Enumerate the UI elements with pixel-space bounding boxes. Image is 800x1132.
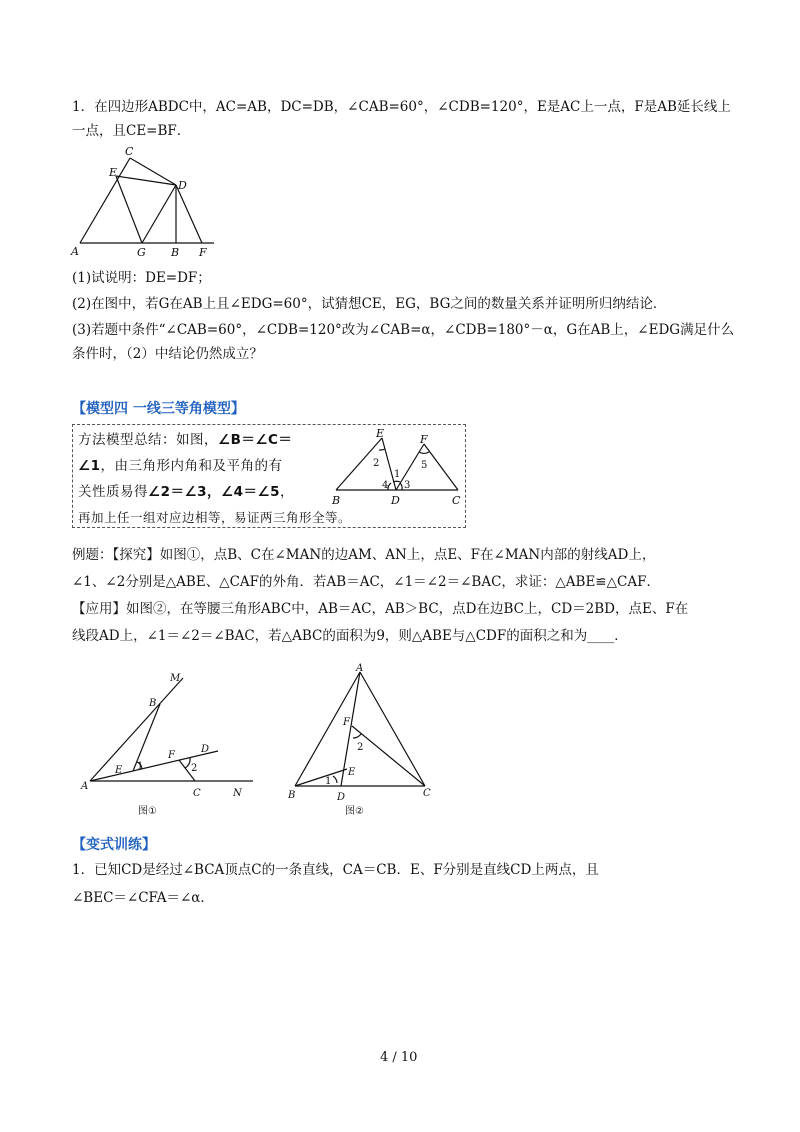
line-ac — [80, 158, 130, 243]
figure2-caption: 图② — [345, 806, 364, 817]
ray-ad — [90, 751, 218, 781]
angle-1: 1 — [394, 469, 401, 480]
arc-5 — [419, 452, 429, 453]
summary-line3 — [78, 479, 294, 505]
arc-4 — [388, 483, 391, 490]
side-ac — [360, 672, 425, 786]
arc-2 — [379, 449, 385, 450]
label-a: A — [356, 663, 364, 674]
problem1-q1: (1)试说明：DE=DF； — [72, 270, 211, 286]
line-dg — [142, 185, 176, 243]
label-b: B — [149, 698, 157, 709]
label-b: B — [288, 790, 296, 801]
label-f: F — [199, 246, 207, 259]
label-c: C — [423, 788, 431, 799]
summary-line3-prefix: 关性质易得 — [78, 484, 148, 500]
arc-1 — [333, 776, 337, 783]
angle-5: 5 — [421, 460, 428, 471]
arc-1 — [393, 481, 400, 482]
label-e: E — [348, 767, 356, 778]
summary-line2-bold: ∠1 — [78, 458, 101, 474]
label-n: N — [233, 788, 242, 799]
angle-2: 2 — [191, 763, 198, 774]
label-b: B — [171, 246, 180, 259]
variant-title: 【变式训练】 — [72, 837, 156, 853]
label-d: D — [201, 744, 210, 755]
variant-line1: 1．已知CD是经过∠BCA顶点C的一条直线，CA＝CB．E、F分别是直线CD上两点，且 — [72, 862, 599, 878]
line-fc — [424, 444, 458, 490]
example-line4: 线段AD上，∠1＝∠2＝∠BAC，若△ABC的面积为9，则△ABE与△CDF的面积之和为____． — [72, 628, 628, 644]
summary-line3-bold: ∠2＝∠3，∠4＝∠5 — [148, 484, 280, 500]
arc-3 — [400, 483, 402, 490]
label-c: C — [452, 494, 461, 507]
label-d: D — [337, 792, 346, 803]
problem1-line1: 1．在四边形ABDC中，AC=AB，DC=DB，∠CAB=60°，∠CDB=120°，E是AC上一点，F是AB延长线上 — [72, 99, 731, 115]
label-e: E — [109, 166, 118, 179]
problem1-q3-line2: 条件时，（2）中结论仍然成立？ — [72, 346, 263, 362]
arc-2 — [353, 734, 361, 738]
angle-4: 4 — [382, 480, 389, 491]
summary-line4: 再加上任一组对应边相等，易证两三角形全等。 — [78, 510, 352, 525]
angle-1: 1 — [137, 761, 144, 772]
example-figure2 — [285, 662, 445, 820]
example-figure1 — [78, 668, 258, 820]
example-line3: 【应用】如图②，在等腰三角形ABC中，AB＝AC，AB＞BC，点D在边BC上，CD＝2BD，点E、F在 — [72, 601, 689, 617]
summary-line1 — [78, 427, 292, 453]
label-c: C — [125, 145, 134, 158]
example-line1: 例题：【探究】如图①，点B、C在∠MAN的边AM、AN上，点E、F在∠MAN内部的射线AD上， — [72, 547, 656, 563]
variant-line2: ∠BEC＝∠CFA＝∠α． — [72, 890, 214, 906]
example-line2: ∠1、∠2分别是△ABE、△CAF的外角．若AB＝AC，∠1＝∠2＝∠BAC，求证：△ABE≌△CAF． — [72, 574, 660, 590]
model4-title: 【模型四 一线三等角模型】 — [72, 401, 245, 417]
line-df — [176, 185, 202, 243]
model4-figure — [330, 428, 462, 508]
problem1-figure — [68, 145, 218, 260]
problem1-q2: (2)在图中，若G在AB上且∠EDG=60°，试猜想CE，EG，BG之间的数量关系并证明所归纳结论． — [72, 296, 667, 312]
label-e: E — [376, 428, 385, 440]
page-number: 4 / 10 — [380, 1050, 418, 1065]
label-f: F — [168, 750, 175, 761]
label-a: A — [71, 245, 79, 258]
label-d: D — [391, 494, 400, 507]
angle-1: 1 — [325, 776, 332, 787]
angle-2: 2 — [373, 458, 380, 469]
label-f: F — [420, 433, 428, 446]
line-eg — [116, 176, 142, 243]
arc-2 — [185, 758, 190, 768]
summary-line2-rest: ，由三角形内角和及平角的有 — [100, 458, 283, 474]
summary-line2 — [78, 453, 283, 479]
summary-line1-prefix: 方法模型总结：如图， — [78, 432, 218, 448]
label-m: M — [170, 673, 181, 684]
label-e: E — [115, 765, 123, 776]
label-c: C — [193, 788, 201, 799]
label-d: D — [178, 179, 187, 192]
angle-2: 2 — [357, 742, 364, 753]
label-a: A — [81, 781, 89, 792]
angle-3: 3 — [404, 480, 411, 491]
summary-line3-suffix: ， — [279, 484, 294, 500]
label-b: B — [332, 494, 341, 507]
label-f: F — [343, 717, 350, 728]
problem1-line2: 一点，且CE=BF． — [72, 123, 191, 139]
problem1-q3-line1: (3)若题中条件“∠CAB=60°，∠CDB=120°改为∠CAB=α，∠CDB=180°－α，G在AB上，∠EDG满足什么 — [72, 322, 735, 338]
label-g: G — [137, 246, 146, 259]
line-ed — [116, 176, 176, 185]
summary-line1-bold: ∠B＝∠C＝ — [218, 432, 293, 448]
figure1-caption: 图① — [138, 806, 157, 817]
segment-cf — [352, 726, 425, 786]
